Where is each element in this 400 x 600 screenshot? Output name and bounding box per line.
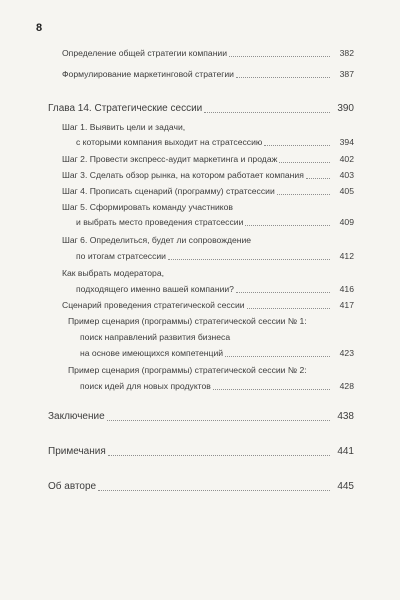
dot-leader [108, 455, 330, 456]
toc-entry-title: Пример сценария (программы) стратегической сессии № 2: [68, 365, 307, 375]
toc-entry-title-continued: по итогам стратсессии [76, 251, 166, 261]
toc-entry-page: 403 [339, 170, 354, 180]
toc-entry-title-continued: подходящего именно вашей компании? [76, 284, 234, 294]
toc-entry-title: Шаг 2. Провести экспресс-аудит маркетинга и продаж [62, 154, 278, 164]
toc-entry-title: Глава 14. Стратегические сессии [48, 103, 203, 114]
toc-entry-title: Шаг 5. Сформировать команду участников [62, 202, 233, 212]
toc-entry-title: Шаг 4. Прописать сценарий (программу) стратсессии [62, 186, 275, 196]
toc-entry-page: 387 [339, 69, 354, 79]
toc-entry-title: Шаг 1. Выявить цели и задачи, [62, 122, 186, 132]
toc-entry-title: Пример сценария (программы) стратегической сессии № 1: [68, 316, 307, 326]
dot-leader [204, 112, 330, 113]
toc-entry-title: Как выбрать модератора, [62, 268, 164, 278]
toc-entry-page: 445 [337, 481, 354, 492]
toc-entry-title-continued: поиск направлений развития бизнеса [80, 332, 231, 342]
toc-entry-page: 423 [339, 348, 354, 358]
dot-leader [98, 490, 330, 491]
toc-entry-title: Шаг 6. Определиться, будет ли сопровождение [62, 235, 252, 245]
toc-entry-page: 441 [337, 446, 354, 457]
toc-entry-page: 438 [337, 411, 354, 422]
toc-entry-page: 390 [337, 103, 354, 114]
toc-entry-page: 402 [339, 154, 354, 164]
toc-entry-page: 394 [339, 137, 354, 147]
toc-entry-title-continued: поиск идей для новых продуктов [80, 381, 211, 391]
page-number: 8 [36, 22, 43, 34]
toc-entry-page: 417 [339, 300, 354, 310]
toc-entry-title: Определение общей стратегии компании [62, 48, 228, 58]
toc-entry-page: 416 [339, 284, 354, 294]
toc-entry-title: Заключение [48, 411, 105, 422]
toc-entry-page: 405 [339, 186, 354, 196]
toc-entry-title: Об авторе [48, 481, 97, 492]
toc-entry-page: 409 [339, 217, 354, 227]
dot-leader [213, 389, 330, 390]
dot-leader [168, 259, 330, 260]
toc-entry-page: 382 [339, 48, 354, 58]
toc-entry-page: 412 [339, 251, 354, 261]
toc-entry-title: Сценарий проведения стратегической сессии [62, 300, 245, 310]
toc-entry-title: Примечания [48, 446, 106, 457]
toc-entry-title: Шаг 3. Сделать обзор рынка, на котором работает компания [62, 170, 304, 180]
toc-entry-title-continued: и выбрать место проведения стратсессии [76, 217, 244, 227]
toc-entry-title-continued: с которыми компания выходит на стратсессию [76, 137, 263, 147]
dot-leader [107, 420, 330, 421]
toc-entry-page: 428 [339, 381, 354, 391]
toc-entry-title-continued: на основе имеющихся компетенций [80, 348, 224, 358]
toc-entry-title: Формулирование маркетинговой стратегии [62, 69, 234, 79]
